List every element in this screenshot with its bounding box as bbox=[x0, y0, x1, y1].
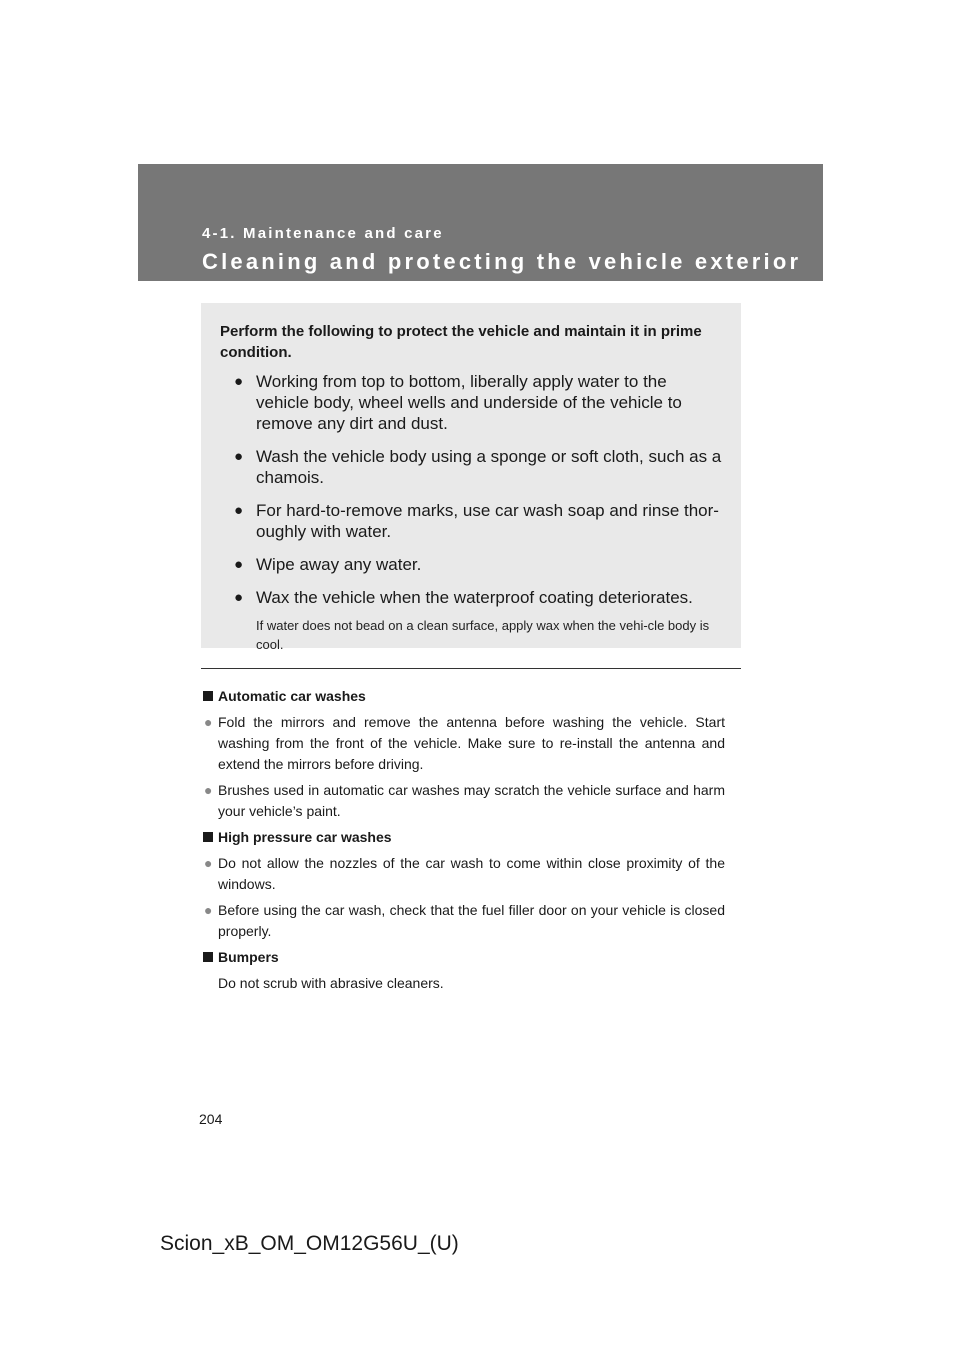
bullet-icon: ● bbox=[204, 855, 213, 871]
bullet-icon: ● bbox=[234, 556, 244, 573]
section-divider bbox=[201, 668, 741, 669]
note-heading-high-pressure bbox=[203, 827, 725, 847]
bullet-icon: ● bbox=[204, 714, 213, 730]
page-title: Cleaning and protecting the vehicle exterior bbox=[202, 249, 802, 274]
note-item-text: Before using the car wash, check that the fuel filler door on your vehicle is closed properly. bbox=[218, 902, 725, 939]
square-bullet-icon bbox=[203, 832, 213, 842]
step-text: Wax the vehicle when the waterproof coating deteriorates. bbox=[256, 588, 693, 607]
bumpers-text: Do not scrub with abrasive cleaners. bbox=[218, 975, 444, 991]
note-heading-text: Automatic car washes bbox=[218, 688, 366, 704]
note-item bbox=[203, 780, 725, 822]
section-header bbox=[138, 164, 823, 281]
bullet-icon: ● bbox=[234, 373, 244, 390]
note-heading-text: High pressure car washes bbox=[218, 829, 392, 845]
note-item bbox=[203, 900, 725, 942]
notes-section bbox=[203, 686, 725, 994]
bullet-icon: ● bbox=[234, 589, 244, 606]
bullet-icon: ● bbox=[204, 782, 213, 798]
note-item bbox=[203, 712, 725, 775]
step-text: Working from top to bottom, liberally apply water to the vehicle body, wheel wells and underside of the vehicle to remove any dirt and dust. bbox=[256, 372, 682, 433]
intro-text: Perform the following to protect the vehicle and maintain it in prime condition. bbox=[220, 323, 702, 361]
note-heading-automatic bbox=[203, 686, 725, 706]
note-item-text: Do not allow the nozzles of the car wash to come within close proximity of the windows. bbox=[218, 855, 725, 892]
step-text: Wash the vehicle body using a sponge or soft cloth, such as a chamois. bbox=[256, 447, 722, 487]
bullet-icon: ● bbox=[234, 502, 244, 519]
step-text: For hard-to-remove marks, use car wash soap and rinse thor-oughly with water. bbox=[256, 501, 719, 541]
square-bullet-icon bbox=[203, 691, 213, 701]
note-heading-bumpers bbox=[203, 947, 725, 967]
step-item bbox=[220, 554, 723, 575]
note-item-text: Brushes used in automatic car washes may scratch the vehicle surface and harm your vehicle’s paint. bbox=[218, 782, 725, 819]
section-label: 4-1. Maintenance and care bbox=[202, 225, 444, 242]
page-number: 204 bbox=[199, 1111, 223, 1127]
step-item bbox=[220, 371, 723, 434]
step-item bbox=[220, 500, 723, 542]
note-item bbox=[203, 853, 725, 895]
bullet-icon: ● bbox=[204, 902, 213, 918]
steps-list bbox=[220, 371, 723, 608]
document-id: Scion_xB_OM_OM12G56U_(U) bbox=[160, 1232, 459, 1255]
wax-note: If water does not bead on a clean surface, apply wax when the vehi-cle body is cool. bbox=[256, 618, 710, 652]
step-text: Wipe away any water. bbox=[256, 555, 422, 574]
note-item-text: Fold the mirrors and remove the antenna before washing the vehicle. Start washing from the front of the vehicle. Make sure to re-install the antenna and extend the mirrors before driving. bbox=[218, 714, 725, 772]
intro-box bbox=[201, 303, 741, 652]
note-heading-text: Bumpers bbox=[218, 949, 279, 965]
bullet-icon: ● bbox=[234, 448, 244, 465]
step-item bbox=[220, 587, 723, 608]
step-item bbox=[220, 446, 723, 488]
square-bullet-icon bbox=[203, 952, 213, 962]
